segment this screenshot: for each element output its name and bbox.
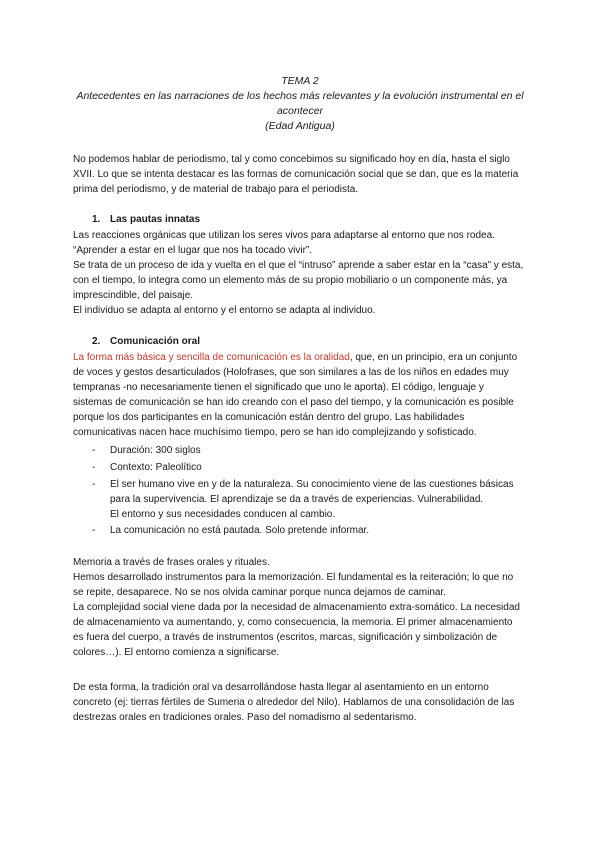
section-title: Comunicación oral <box>110 336 201 347</box>
section-title: Las pautas innatas <box>110 214 201 225</box>
dash-marker: - <box>92 462 96 473</box>
section-2-first-line <box>73 350 533 365</box>
section-2-heading <box>92 334 200 349</box>
memory-line: es fuera del cuerpo, a través de instrumentos (escritos, marcas, significación y simbolización de <box>73 632 498 643</box>
bullet-continuation: El entorno y sus necesidades conducen al cambio. <box>110 509 336 520</box>
section-1-line: “Aprender a estar en el lugar que nos ha tocado vivir”. <box>73 245 313 256</box>
section-2-line: porque los dos participantes en la comunicación están dentro del grupo. Las habilidades <box>73 412 465 423</box>
memory-line: se repite, desaparece. No se nos olvida caminar porque nunca dejamos de caminar. <box>73 587 446 598</box>
memory-line: Hemos desarrollado instrumentos para la memorización. El fundamental es la reiteración; lo que no <box>73 572 514 583</box>
memory-line: colores…). El entorno comienza a significarse. <box>73 647 280 658</box>
bullet-item: - Contexto: Paleolítico <box>92 462 202 473</box>
document-subtitle <box>60 89 540 119</box>
dash-marker: - <box>92 445 96 456</box>
section-1-line: Las reacciones orgánicas que utilizan los seres vivos para adaptarse al entorno que nos rodea. <box>73 230 495 241</box>
dash-marker: - <box>92 525 96 536</box>
first-line-rest: , que, en un principio, era un conjunto <box>349 352 518 363</box>
section-2-line: comunicativas nacen hace muchísimo tiempo, pero se han ido complejizando y sofisticado. <box>73 427 477 438</box>
subtitle-line-1: Antecedentes en las narraciones de los hechos más relevantes y la evolución instrumental en el <box>76 90 524 102</box>
memory-line: La complejidad social viene dada por la necesidad de almacenamiento extra-somático. La necesidad <box>73 602 520 613</box>
section-1-line: Se trata de un proceso de ida y vuelta en el que el “intruso” aprende a saber estar en la “casa” y esta, <box>73 260 524 271</box>
section-number: 2. <box>92 336 101 347</box>
section-number: 1. <box>92 214 101 225</box>
dash-marker: - <box>92 479 96 490</box>
intro-line: prima del periodismo, y de material de trabajo para el periodista. <box>73 184 359 195</box>
bullet-item: - La comunicación no está pautada. Solo pretende informar. <box>92 525 370 536</box>
section-2-line: sistemas de comunicación se han ido creando con el paso del tiempo, y la comunicación es posible <box>73 397 514 408</box>
closing-line: destrezas orales en tradiciones orales. Paso del nomadismo al sedentarismo. <box>73 712 417 723</box>
section-1-line: imprescindible, del paisaje. <box>73 290 194 301</box>
section-1-line: El individuo se adapta al entorno y el entorno se adapta al individuo. <box>73 305 376 316</box>
document-era: (Edad Antigua) <box>265 120 335 132</box>
subtitle-line-2: acontecer <box>276 105 324 117</box>
closing-line: concreto (ej: tierras fértiles de Sumeria o alrededor del Nilo). Hablamos de una consolidación de las <box>73 697 515 708</box>
intro-line: XVII. Lo que se intenta destacar es las formas de comunicación social que se dan, que es la materia <box>73 169 519 180</box>
closing-line: De esta forma, la tradición oral va desarrollándose hasta llegar al asentamiento en un entorno <box>73 682 489 693</box>
intro-line: No podemos hablar de periodismo, tal y como concebimos su significado hoy en día, hasta el siglo <box>73 154 510 165</box>
section-2-line: de voces y gestos desarticulados (Holofrases, que son similares a las de los niños en edades muy <box>73 367 509 378</box>
highlight-text: La forma más básica y sencilla de comunicación es la oralidad <box>73 352 350 363</box>
document-title: TEMA 2 <box>281 75 319 87</box>
bullet-item: - El ser humano vive en y de la naturaleza. Su conocimiento viene de las cuestiones básicas <box>92 479 514 490</box>
memory-line: Memoria a través de frases orales y rituales. <box>73 557 270 568</box>
section-1-line: con el tiempo, lo integra como un elemento más de su propio mobiliario o un componente más, ya <box>73 275 508 286</box>
memory-line: de almacenamiento va aumentando, y, como consecuencia, la memoria. El primer almacenamiento <box>73 617 513 628</box>
section-2-line: tempranas -no necesariamente tienen el significado que uno le aporta). El código, lenguaje y <box>73 382 484 393</box>
section-1-heading <box>92 212 200 227</box>
bullet-item: - Duración: 300 siglos <box>92 445 201 456</box>
bullet-continuation: para la supervivencia. El aprendizaje se da a través de experiencias. Vulnerabilidad. <box>110 494 484 505</box>
